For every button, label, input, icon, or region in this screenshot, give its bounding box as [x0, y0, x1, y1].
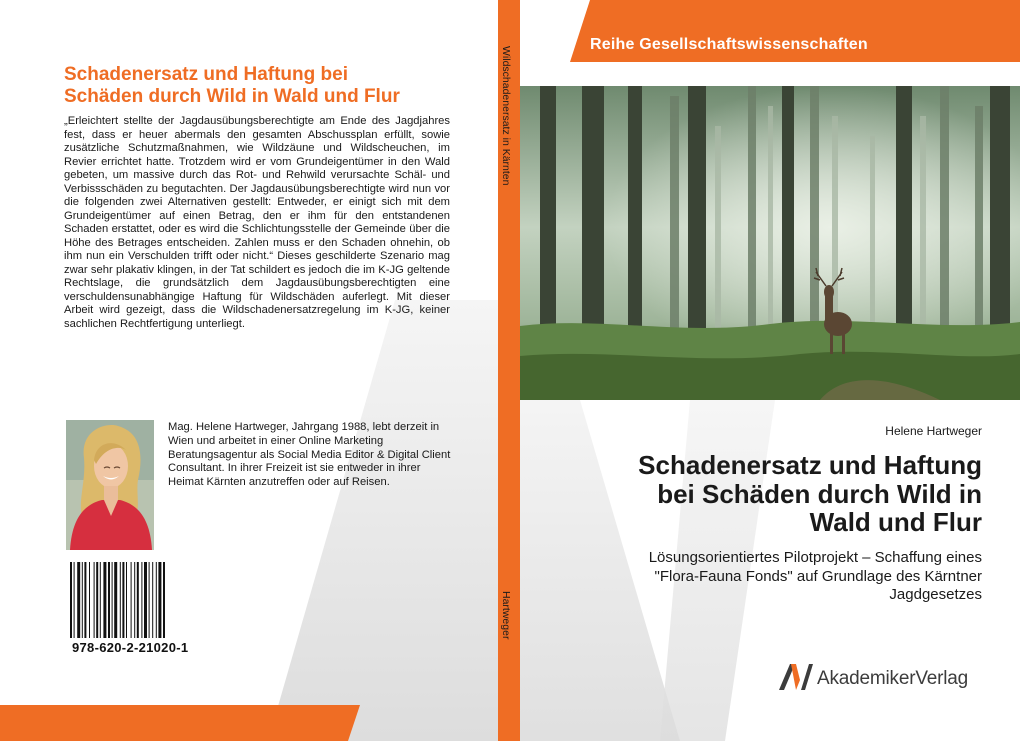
- back-title-line2: Schäden durch Wild in Wald und Flur: [64, 86, 400, 107]
- front-subtitle-line2: "Flora-Fauna Fonds" auf Grundlage des Kärntner: [654, 567, 982, 585]
- author-bio: Mag. Helene Hartweger, Jahrgang 1988, lebt derzeit in Wien und arbeitet in einer Online Marketing Beratungsagentur als Social Media Editor & Digital Client Consultant. In ihrer Freizeit ist sie entweder in ihrer Heimat Kärnten anzutreffen oder auf Reisen.: [168, 421, 451, 489]
- back-cover: [0, 0, 498, 741]
- front-title-line2: bei Schäden durch Wild in: [657, 478, 982, 509]
- publisher-av-icon: [779, 662, 813, 692]
- publisher-name: AkademikerVerlag: [817, 668, 968, 689]
- spine: [498, 0, 520, 741]
- orange-bottom-band: [0, 0, 498, 741]
- front-title-line1: Schadenersatz und Haftung: [638, 450, 982, 480]
- spine-title: Wildschadenersatz in Kärnten: [500, 46, 512, 186]
- publisher-logo: [779, 662, 989, 698]
- front-author-name: Helene Hartweger: [885, 424, 982, 438]
- front-subtitle-line1: Lösungsorientiertes Pilotprojekt – Schaffung eines: [648, 549, 982, 566]
- front-subtitle-line3: Jagdgesetzes: [889, 586, 982, 603]
- front-cover: [520, 0, 1020, 741]
- back-description: „Erleichtert stellte der Jagdausübungsberechtigte am Ende des Jagdjahres fest, dass er heuer abermals den gesamten Abschussplan erfüllt, sowie zusätzliche Schutzmaßnahmen, wie Wildzäune und Wildscheuchen, im Revier errichtet hatte. Trotzdem wird er vom Grundeigentümer in den Wald gebeten, um massive durch das Rot- und Rehwild verursachte Schäl- und Verbissschäden zu begutachten. Der Jagdausübungsberechtigte wird nun vor die folgenden zwei Alternativen gestellt: Entweder, er einigt sich mit dem Grundeigentümer auf einen Betrag, den er ihm für den entstandenen Schaden erstattet, oder es wird die Schlichtungsstelle der Gemeinde über die Höhe des Betrages entscheiden. Zahlen muss er den Schaden ohnehin, ob ihm nun ein Verschulden trifft oder nicht.“ Dieses geschilderte Szenario mag zwar sehr plakativ klingen, in der Tat schildert es jedoch die im K-JG geltende Rechtslage, die grundsätzlich dem Jagdausübungsberechtigten eine verschuldensunabhängige Haftung für Wildschäden auferlegt. Mit dieser Arbeit wird gezeigt, dass die Wildschadenersatzregelung im K-JG, keiner sachlichen Rechtfertigung unterliegt.: [64, 115, 450, 330]
- series-label: Reihe Gesellschaftswissenschaften: [590, 36, 868, 53]
- cover-image-forest-deer: [520, 86, 1020, 400]
- front-subtitle: [542, 549, 982, 605]
- spine-author: Hartweger: [500, 591, 512, 640]
- front-title: [542, 451, 982, 537]
- front-title-line3: Wald und Flur: [809, 507, 982, 537]
- back-title-line1: Schadenersatz und Haftung bei: [64, 64, 348, 85]
- isbn-number: 978-620-2-21020-1: [72, 640, 189, 655]
